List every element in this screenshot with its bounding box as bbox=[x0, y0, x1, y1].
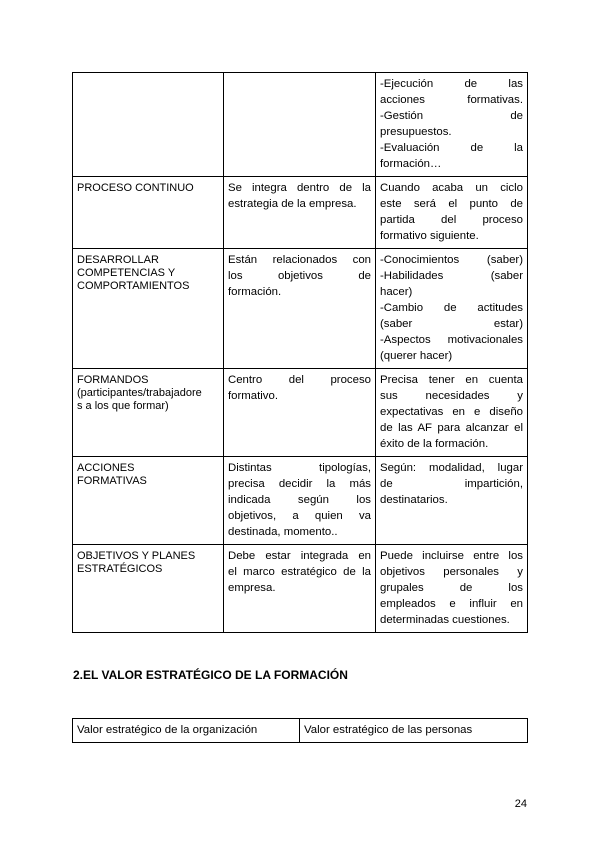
people-value-cell: Valor estratégico de las personas bbox=[300, 719, 528, 743]
cell-text-line: éxito de la formación. bbox=[380, 438, 489, 450]
cell-text-line: formativo. bbox=[228, 390, 279, 402]
table-row bbox=[73, 457, 528, 545]
concept-cell bbox=[73, 545, 224, 633]
cell-text-line: Se integra dentro de la bbox=[228, 182, 371, 194]
cell-text-line: -Cambio de actitudes bbox=[380, 302, 523, 314]
cell-text-line: Precisa tener en cuenta bbox=[380, 374, 523, 386]
cell-text-line: PROCESO CONTINUO bbox=[77, 182, 194, 194]
cell-text-line: empresa. bbox=[228, 582, 276, 594]
concept-cell bbox=[73, 457, 224, 545]
cell-text-line: presupuestos. bbox=[380, 126, 452, 138]
concept-cell bbox=[73, 73, 224, 177]
page-number: 24 bbox=[514, 798, 527, 810]
cell-text-line: Están relacionados con bbox=[228, 254, 371, 266]
organization-value-cell: Valor estratégico de la organización bbox=[73, 719, 300, 743]
cell-text-line: expectativas en e diseño bbox=[380, 406, 523, 418]
description-cell bbox=[224, 177, 376, 249]
cell-text-line: indicada según los bbox=[228, 494, 371, 506]
cell-text-line: FORMATIVAS bbox=[77, 475, 147, 487]
cell-text-line: Centro del proceso bbox=[228, 374, 371, 386]
detail-cell bbox=[376, 73, 528, 177]
cell-text-line: -Gestión de bbox=[380, 110, 523, 122]
cell-text-line: Según: modalidad, lugar bbox=[380, 462, 523, 474]
cell-text-line: destinatarios. bbox=[380, 494, 448, 506]
cell-text-line: de impartición, bbox=[380, 478, 523, 490]
cell-text-line: hacer) bbox=[380, 286, 413, 298]
cell-text-line: -Evaluación de la bbox=[380, 142, 523, 154]
cell-text-line: ACCIONES bbox=[77, 462, 135, 474]
description-cell bbox=[224, 73, 376, 177]
cell-text-line: estrategia de la empresa. bbox=[228, 198, 357, 210]
cell-text-line: destinada, momento.. bbox=[228, 526, 338, 538]
table-row bbox=[73, 369, 528, 457]
strategic-value-table bbox=[72, 718, 528, 743]
table-row bbox=[73, 73, 528, 177]
cell-text-line: grupales de los bbox=[380, 582, 523, 594]
table-row bbox=[73, 719, 528, 743]
cell-text-line: partida del proceso bbox=[380, 214, 523, 226]
cell-text-line: acciones formativas. bbox=[380, 94, 523, 106]
description-cell bbox=[224, 249, 376, 369]
cell-text-line: s a los que formar) bbox=[77, 400, 169, 412]
description-cell bbox=[224, 545, 376, 633]
cell-text-line: este será el punto de bbox=[380, 198, 523, 210]
cell-text-line: empleados e influir en bbox=[380, 598, 523, 610]
description-cell bbox=[224, 369, 376, 457]
concept-cell bbox=[73, 249, 224, 369]
cell-text-line: objetivos, a quien va bbox=[228, 510, 371, 522]
cell-text-line: los objetivos de bbox=[228, 270, 371, 282]
cell-text-line: ESTRATÉGICOS bbox=[77, 563, 163, 575]
cell-text-line: precisa decidir la más bbox=[228, 478, 371, 490]
cell-text-line: objetivos personales y bbox=[380, 566, 523, 578]
cell-text-line: -Habilidades (saber bbox=[380, 270, 523, 282]
cell-text-line: determinadas cuestiones. bbox=[380, 614, 510, 626]
detail-cell bbox=[376, 457, 528, 545]
cell-text-line: DESARROLLAR bbox=[77, 254, 159, 266]
cell-text-line: OBJETIVOS Y PLANES bbox=[77, 550, 196, 562]
detail-cell bbox=[376, 545, 528, 633]
description-cell bbox=[224, 457, 376, 545]
section-heading: 2.EL VALOR ESTRATÉGICO DE LA FORMACIÓN bbox=[73, 668, 348, 682]
detail-cell bbox=[376, 369, 528, 457]
cell-text-line: (saber estar) bbox=[380, 318, 523, 330]
cell-text-line: sus necesidades y bbox=[380, 390, 523, 402]
cell-text-line: Cuando acaba un ciclo bbox=[380, 182, 523, 194]
cell-text-line: Distintas tipologías, bbox=[228, 462, 371, 474]
cell-text-line: FORMANDOS bbox=[77, 374, 149, 386]
cell-text-line: COMPETENCIAS Y bbox=[77, 267, 176, 279]
table-body bbox=[73, 73, 528, 633]
cell-text-line: -Ejecución de las bbox=[380, 78, 523, 90]
cell-text-line: formativo siguiente. bbox=[380, 230, 479, 242]
table-row bbox=[73, 545, 528, 633]
cell-text-line: el marco estratégico de la bbox=[228, 566, 371, 578]
cell-text-line: Puede incluirse entre los bbox=[380, 550, 523, 562]
cell-text-line: (participantes/trabajadore bbox=[77, 387, 202, 399]
cell-text-line: formación… bbox=[380, 158, 442, 170]
cell-text-line: Debe estar integrada en bbox=[228, 550, 371, 562]
table-row bbox=[73, 177, 528, 249]
training-characteristics-table bbox=[72, 72, 528, 633]
cell-text-line: de las AF para alcanzar el bbox=[380, 422, 523, 434]
concept-cell bbox=[73, 177, 224, 249]
cell-text-line: formación. bbox=[228, 286, 282, 298]
detail-cell bbox=[376, 177, 528, 249]
concept-cell bbox=[73, 369, 224, 457]
table-row bbox=[73, 249, 528, 369]
cell-text-line: -Conocimientos (saber) bbox=[380, 254, 523, 266]
detail-cell bbox=[376, 249, 528, 369]
cell-text-line: -Aspectos motivacionales bbox=[380, 334, 523, 346]
cell-text-line: COMPORTAMIENTOS bbox=[77, 280, 190, 292]
cell-text-line: (querer hacer) bbox=[380, 350, 453, 362]
